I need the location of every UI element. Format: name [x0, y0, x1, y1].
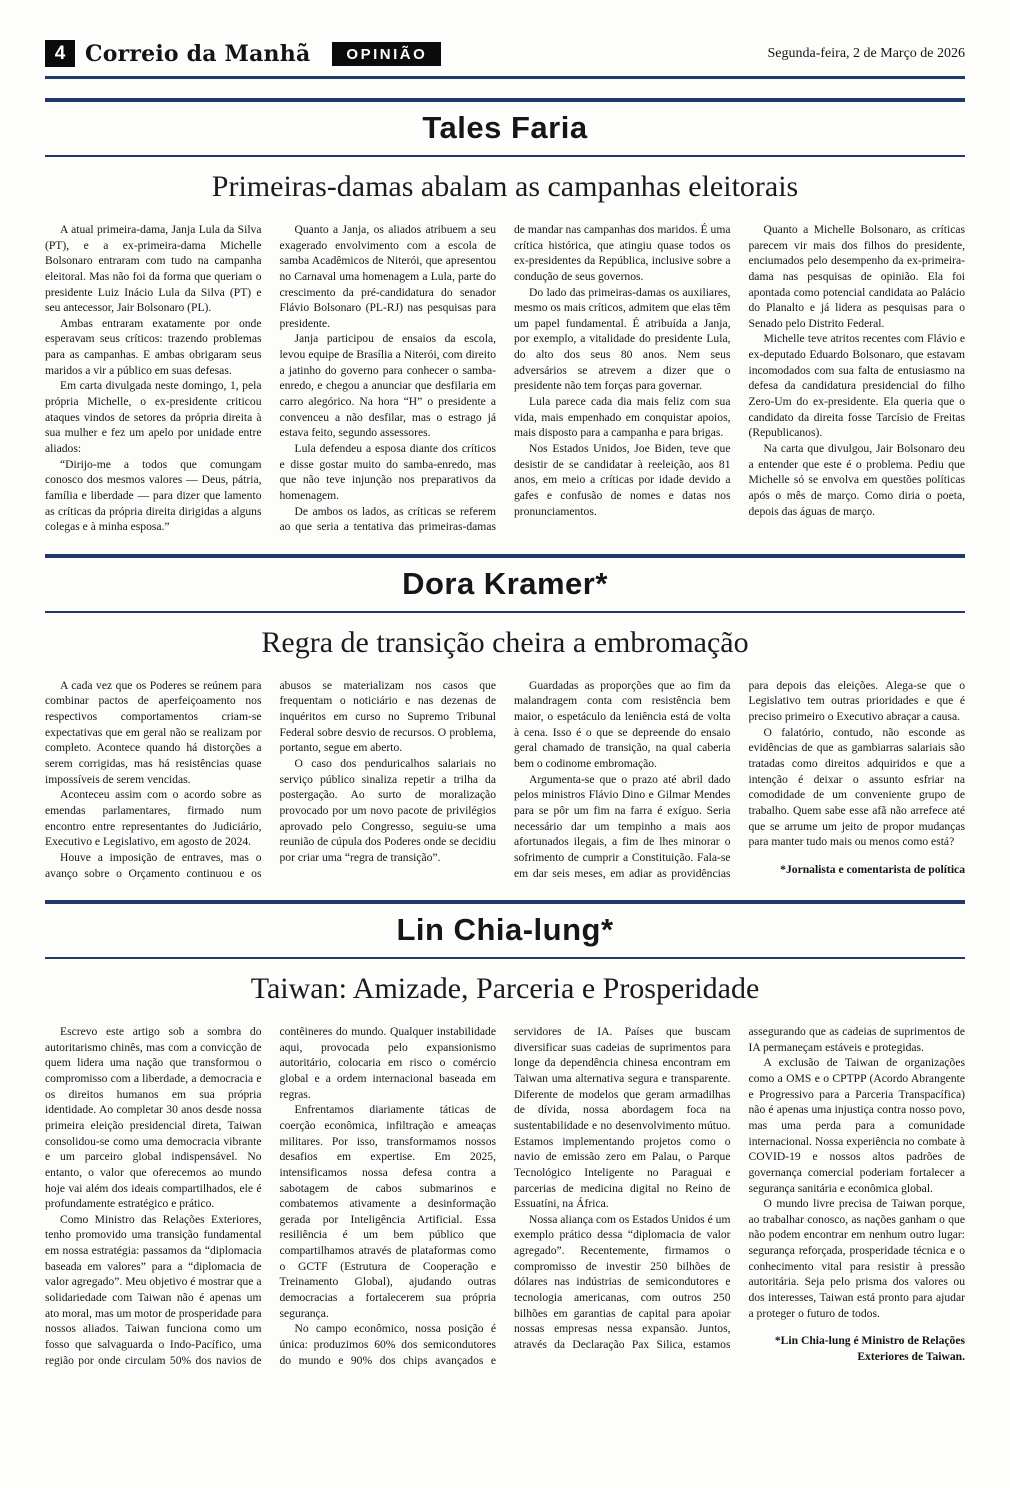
- paragraph: Nossa aliança com os Estados Unidos é um exemplo prático dessa “diplomacia de valor agregado”. Recentemente, firmamos o compromisso de investir 250 bilhões de dólares nas indústrias de semicondutores e tecnologia americanas, com outros 250 bilhões em garantias de capital para apoiar nossas empresas nessa expansão. Juntos, através da Declaração Pax Silica, estamos assegurando que as cadeias de suprimentos de IA permaneçam estáveis e protegidas.: [514, 1025, 965, 1351]
- paragraph: Quanto a Michelle Bolsonaro, as críticas parecem vir mais dos filhos do presidente, enciumados pelo desempenho da ex-primeira-dama nas pesquisas de opinião. Ela foi apontada como potencial candidata ao Palácio do Planalto e já lidera as pesquisas para o Senado pelo Distrito Federal.: [748, 223, 965, 330]
- paragraph: Na carta que divulgou, Jair Bolsonaro deu a entender que este é o problema. Pediu que Michelle só se envolva em questões políticas após o mês de março. Como diria o poeta, depois das águas de março.: [748, 441, 965, 518]
- paragraph: O falatório, contudo, não esconde as evidências de que as gambiarras salariais são tratadas como direitos adquiridos e que a intenção é deixar o assunto esfriar na comodidade de um conveniente grupo de trabalho. Quem sabe esse afã não arrefece até que se arrume um jeito de propor mudanças para manter tudo mais ou menos como está?: [748, 725, 965, 849]
- author-signature: *Lin Chia-lung é Ministro de Relações Exteriores de Taiwan.: [774, 1334, 965, 1363]
- paragraph: Houve a imposição de entraves, mas o avanço sobre o Orçamento continuou e os abusos se materializam nos casos que frequentam o noticiário e nas dezenas de inquéritos em curso no Supremo Tribunal Federal sobre desvio de recursos. O problema, portanto, segue em aberto.: [45, 678, 496, 880]
- article-body: [45, 678, 965, 881]
- paragraph: De ambos os lados, as críticas se referem ao que seria a tentativa das primeiras-damas de mandar nas campanhas dos maridos. É uma crítica histórica, que atingiu quase todos os ex-presidentes da República, inclusive sobre a condução de seus governos.: [279, 223, 731, 534]
- paragraph: Quanto a Janja, os aliados atribuem a seu exagerado envolvimento com a escola de samba Acadêmicos de Niterói, que apresentou no Carnaval uma homenagem a Lula, parte do crescimento da pré-candidatura do senador Flávio Bolsonaro (PL-RJ) nas pesquisas para presidente.: [279, 223, 496, 330]
- paragraph: O mundo livre precisa de Taiwan porque, ao trabalhar conosco, as nações ganham o que não podem encontrar em nenhum outro lugar: segurança reforçada, prosperidade técnica e o conhecimento vital para resistir à pressão autoritária. Seja pelo prisma dos valores ou dos interesses, Taiwan está pronto para ajudar a proteger o futuro de todos.: [748, 1197, 965, 1320]
- paragraph: Lula defendeu a esposa diante dos críticos e disse gostar muito do samba-enredo, mas que não teve injunção nos preparativos da homenagem.: [279, 441, 496, 502]
- paragraph: A atual primeira-dama, Janja Lula da Silva (PT), e a ex-primeira-dama Michelle Bolsonaro entraram com tudo na campanha eleitoral. Mas não foi da forma que queriam o presidente Luiz Inácio Lula da Silva (PT) e seu antecessor, Jair Bolsonaro (PL).: [45, 223, 262, 315]
- paragraph-list: [45, 678, 965, 881]
- paragraph: Ambas entraram exatamente por onde esperavam seus críticos: trazendo problemas para as campanhas. E ambas obrigaram seus maridos a vir a público em suas defesas.: [45, 316, 262, 377]
- paragraph: Michelle teve atritos recentes com Flávio e ex-deputado Eduardo Bolsonaro, que estavam incomodados com sua falta de entusiasmo na defesa da candidatura presidencial do filho Zero-Um do ex-presidente. Ela queria que o candidato da direita fosse Tarcísio de Freitas (Republicanos).: [748, 332, 965, 440]
- article-headline: Primeiras-damas abalam as campanhas eleitorais: [211, 170, 799, 203]
- author-name: Dora Kramer*: [402, 565, 608, 601]
- article-tales-faria: [45, 98, 965, 535]
- edition-date: Segunda-feira, 2 de Março de 2026: [767, 45, 965, 61]
- masthead-rule: [45, 76, 965, 79]
- article-headline: Taiwan: Amizade, Parceria e Prosperidade: [250, 972, 760, 1006]
- article-body: [45, 222, 965, 535]
- paragraph: Argumenta-se que o prazo até abril dado pelos ministros Flávio Dino e Gilmar Mendes para se pôr um fim na farra é exíguo. Seria necessário dar um tempinho a mais aos afortunados ilegais, a fim de lhes minorar o sofrimento de cumprir a Constituição. Fala-se em dar seis meses, em adiar as providências para depois das eleições. Alega-se que o Legislativo tem outras prioridades e que é preciso primeiro o Executivo abraçar a causa.: [514, 678, 965, 880]
- paragraph: “Dirijo-me a todos que comungam conosco dos mesmos valores — Deus, pátria, família e liberdade — para dizer que lamento as críticas da própria direita dirigidas a alguns colegas e à minha esposa.”: [45, 457, 262, 534]
- paragraph: O caso dos penduricalhos salariais no serviço público sinaliza repetir a trilha da postergação. Ao surto de moralização provocado por um novo pacote de privilégios aprovado pelo Congresso, seguiu-se uma reunião de cúpula dos Poderes onde se decidiu por criar uma “regra de transição”.: [279, 757, 496, 864]
- paragraph: Em carta divulgada neste domingo, 1, pela própria Michelle, o ex-presidente criticou ataques vindos de setores da própria direita à sua mulher e fez um apelo por unidade entre aliados:: [45, 379, 262, 455]
- newspaper-title: Correio da Manhã: [85, 40, 311, 67]
- author-signature: *Jornalista e comentarista de política: [780, 862, 965, 876]
- paragraph: Do lado das primeiras-damas os auxiliares, mesmo os mais críticos, admitem que elas têm um papel fundamental. É atribuída a Janja, por exemplo, a vitalidade do presidente Lula, do alto dos seus 80 anos. Nem seus adversários se atrevem a dizer que o presidente não tem forças para governar.: [514, 285, 731, 393]
- paragraph: A exclusão de Taiwan de organizações como a OMS e o CPTPP (Acordo Abrangente e Progressivo para a Parceria Transpacífica) não é apenas uma injustiça contra nosso povo, mas uma perda para a comunidade internacional. Nossa experiência no combate à COVID-19 e nossos altos padrões de governança comercial poderiam fortalecer a segurança sanitária e econômica global.: [748, 1056, 965, 1195]
- paragraph: Como Ministro das Relações Exteriores, tenho promovido uma transição fundamental em nossa estratégia: passamos da “diplomacia baseada em valores” para a “diplomacia de valor agregado”. Meu objetivo é mostrar que a solidariedade com Taiwan não é apenas um ato moral, mas um motor de prosperidade para nossos aliados. Taiwan funciona como um fosso que salvaguarda o Indo-Pacífico, uma região por onde circulam 50% dos navios de contêineres do mundo. Qualquer instabilidade aqui, provocada pelo expansionismo autoritário, colocaria em risco o comércio global e a ordem internacional baseada em regras.: [45, 1025, 496, 1367]
- paragraph: Enfrentamos diariamente táticas de coerção econômica, infiltração e ameaças militares. Por isso, transformamos nossos desafios em expertise. Em 2025, intensificamos nossa defesa contra a sabotagem de cabos submarinos e combatemos ativamente a desinformação gerada por Inteligência Artificial. Essa resiliência é um bem público que compartilhamos através de plataformas como o GCTF (Estrutura de Cooperação e Treinamento Global), ajudando outras democracias a fortalecerem sua própria segurança.: [279, 1103, 496, 1320]
- paragraph: No campo econômico, nossa posição é única: produzimos 60% dos semicondutores do mundo e 90% dos chips avançados e servidores de IA. Países que buscam diversificar suas cadeias de suprimentos para longe da dependência chinesa encontram em Taiwan uma alternativa segura e transparente. Diferente de modelos que geram armadilhas de dívida, nossa abordagem foca na sustentabilidade e no desenvolvimento mútuo. Estamos implementando projetos como o navio de emissão zero em Palau, o Parque Tecnológico Inteligente no Paraguai e parcerias de medicina digital no Reino de Essuatíni, na África.: [279, 1025, 731, 1367]
- paragraph: Nos Estados Unidos, Joe Biden, teve que desistir de se candidatar à reeleição, aos 81 anos, em meio a críticas por idade devido a gafes e confusão de nomes e datas nos pronunciamentos.: [514, 441, 731, 518]
- author-name: Lin Chia-lung*: [396, 912, 614, 948]
- masthead: [45, 40, 965, 67]
- paragraph: A cada vez que os Poderes se reúnem para combinar pactos de aperfeiçoamento nos respectivos comportamentos criam-se expectativas que em geral não se realizam por completo. Acontece quando há distorções a serem corrigidas, mas há resistências quase impossíveis de serem vencidas.: [45, 678, 262, 786]
- paragraph: Janja participou de ensaios da escola, levou equipe de Brasília a Niterói, com direito a jatinho do governo para conhecer o samba-enredo, e chegou a anunciar que desfilaria em carro alegórico. Na hora “H” o presidente a convenceu a não desfilar, mas o estrago já estava feito, segundo assessores.: [279, 332, 496, 440]
- author-name: Tales Faria: [422, 110, 588, 145]
- paragraph: Guardadas as proporções que ao fim da malandragem conta com resistência bem maior, o espetáculo da leniência está de volta à cena. Isso é o que se depreende do ensaio geral chamado de transição, na qual caberia bem o codinome embromação.: [514, 678, 731, 771]
- paragraph: Lula parece cada dia mais feliz com sua vida, mais empenhado em conquistar apoios, mais disposto para a campanha e para brigas.: [514, 395, 731, 440]
- paragraph: Aconteceu assim com o acordo sobre as emendas parlamentares, firmado num encontro entre representantes do Judiciário, Executivo e Legislativo, em agosto de 2024.: [45, 788, 262, 849]
- article-dora-kramer: [45, 554, 965, 881]
- article-body: [45, 1024, 965, 1368]
- section-label: OPINIÃO: [332, 42, 441, 66]
- paragraph-list: [45, 1024, 965, 1368]
- paragraph: Escrevo este artigo sob a sombra do autoritarismo chinês, mas com a convicção de quem lidera uma nação que transformou o compromisso com a liberdade, a democracia e os direitos humanos em sua própria identidade. Ao completar 30 anos desde nossa primeira eleição presidencial direta, Taiwan consolidou-se como uma democracia vibrante e um parceiro global indispensável. No entanto, o valor que oferecemos ao mundo hoje vai além dos ideais compartilhados, ele é profundamente estratégico e prático.: [45, 1025, 262, 1211]
- paragraph-list: [45, 222, 965, 535]
- article-headline: Regra de transição cheira a embromação: [261, 625, 749, 659]
- page-number-badge: 4: [45, 40, 75, 67]
- article-lin-chia-lung: [45, 900, 965, 1368]
